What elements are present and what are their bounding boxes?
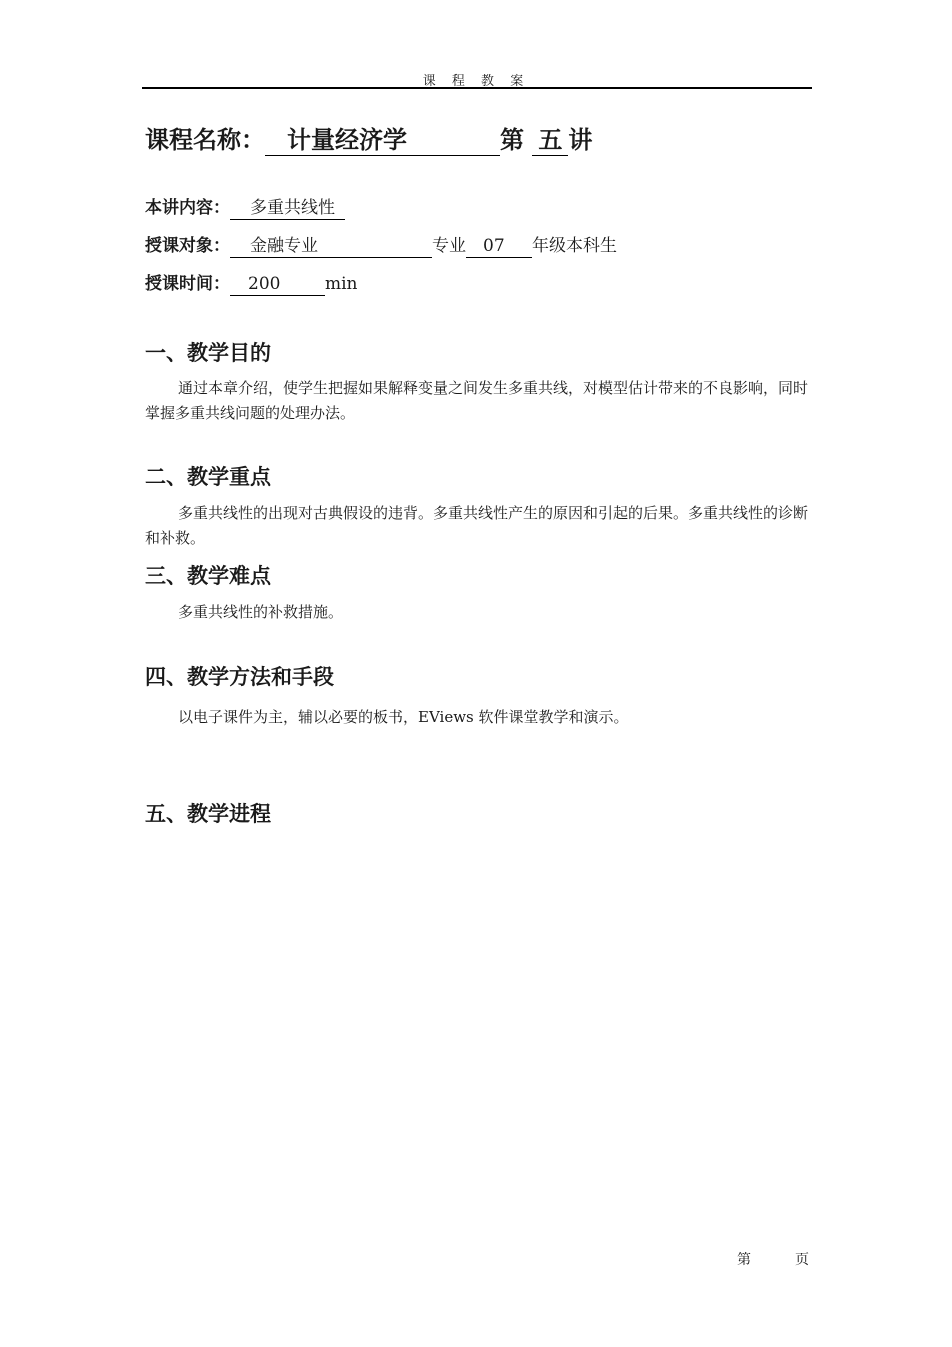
section-body-methods: 以电子课件为主，辅以必要的板书，EViews 软件课堂教学和演示。	[178, 708, 629, 726]
section-body-key-points: 多重共线性的出现对古典假设的违背。多重共线性产生的原因和引起的后果。多重共线性的诊断和补救。	[145, 504, 809, 547]
meta-object-line	[145, 231, 617, 258]
meta-time-line	[145, 269, 358, 296]
header-rule	[142, 87, 812, 89]
object-suffix: 年级本科生	[532, 236, 617, 256]
object-major-word: 专业	[432, 236, 466, 256]
object-label: 授课对象：	[145, 236, 230, 256]
time-unit: min	[325, 274, 358, 294]
course-title-line	[145, 120, 592, 156]
section-body-difficulties: 多重共线性的补救措施。	[178, 603, 344, 621]
section-body-objectives: 通过本章介绍，使学生把握如果解释变量之间发生多重共线，对模型估计带来的不良影响，同时掌握多重共线问题的处理办法。	[145, 379, 809, 422]
page-header-title: 课 程 教 案	[422, 74, 530, 89]
content-value: 多重共线性	[230, 199, 345, 220]
section-heading-key-points: 二、教学重点	[145, 465, 271, 489]
time-value: 200	[230, 275, 325, 296]
meta-content-line	[145, 193, 345, 220]
footer-page-suffix: 页	[795, 1252, 809, 1268]
time-label: 授课时间：	[145, 274, 230, 294]
section-heading-difficulties: 三、教学难点	[145, 564, 271, 588]
course-label: 课程名称：	[145, 126, 265, 154]
lecture-number: 五	[532, 127, 568, 156]
section-heading-progress: 五、教学进程	[145, 802, 271, 826]
content-label: 本讲内容：	[145, 198, 230, 218]
section-heading-methods: 四、教学方法和手段	[145, 665, 334, 689]
lecture-suffix: 讲	[568, 126, 593, 154]
lecture-prefix: 第	[500, 126, 524, 154]
object-grade: 07	[466, 237, 532, 258]
object-value: 金融专业	[230, 237, 432, 258]
section-heading-objectives: 一、教学目的	[145, 341, 271, 365]
course-name: 计量经济学	[265, 127, 500, 156]
footer-page-prefix: 第	[737, 1252, 751, 1268]
